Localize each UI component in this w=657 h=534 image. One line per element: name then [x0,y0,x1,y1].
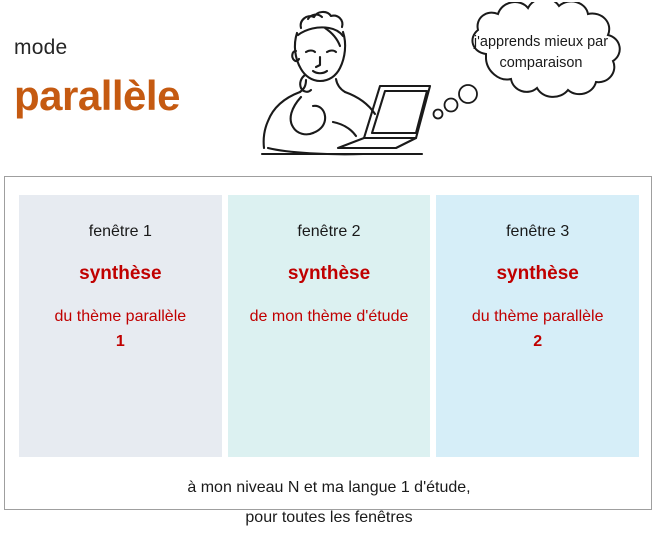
window-title-2: fenêtre 2 [297,223,361,240]
window-subtitle-text-1: du thème parallèle [54,308,187,325]
panel-footer [5,473,653,534]
window-subtitle-2: de mon thème d'étude [249,308,409,325]
window-synthesis-2: synthèse [287,263,371,284]
thought-bubble-text: j'apprends mieux par comparaison [473,34,609,72]
window-column-1 [19,195,222,457]
person-at-laptop-icon [205,2,435,174]
footer-line-1: à mon niveau N et ma langue 1 d'étude, [187,479,471,496]
window-subtitle-1 [19,305,222,355]
window-column-2 [228,195,431,457]
window-number-1: 1 [115,332,125,350]
window-synthesis-3: synthèse [496,263,579,284]
mode-label: mode [14,36,68,59]
window-column-3 [436,195,639,457]
window-number-3: 2 [533,332,543,350]
page-title: parallèle [14,72,180,119]
window-title-1: fenêtre 1 [88,223,152,240]
windows-columns [19,195,639,457]
window-synthesis-1: synthèse [79,263,162,284]
footer-line-2: pour toutes les fenêtres [245,509,413,527]
window-title-3: fenêtre 3 [506,223,570,240]
parallel-mode-panel [4,176,652,527]
window-subtitle-text-3: du thème parallèle [471,308,604,325]
thought-bubble [426,2,654,144]
window-subtitle-3 [436,305,639,355]
